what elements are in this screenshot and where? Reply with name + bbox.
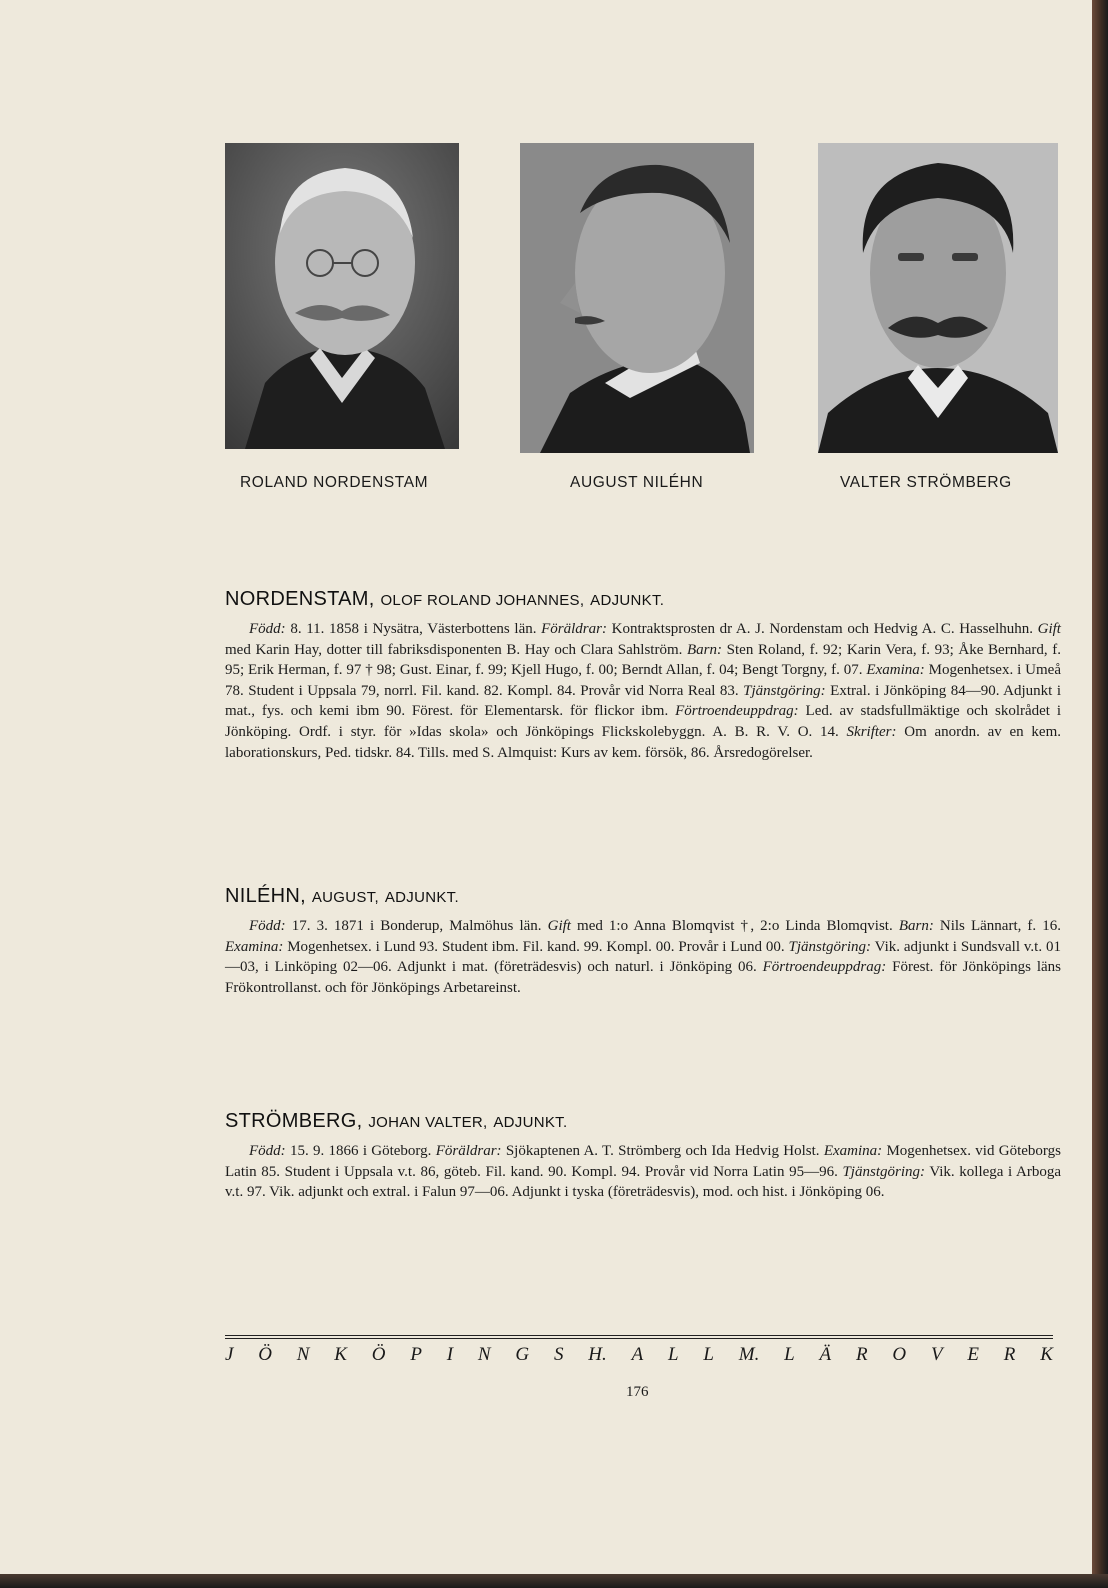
photo-caption: VALTER STRÖMBERG [840, 474, 1012, 491]
entry-field-label: Född: [249, 621, 286, 637]
footer-letter: E [967, 1344, 979, 1365]
footer-rule [225, 1335, 1053, 1339]
photo-caption: ROLAND NORDENSTAM [240, 474, 429, 491]
running-footer-title [225, 1344, 1053, 1366]
footer-letter: S [553, 1344, 564, 1365]
footer-letter: O [892, 1344, 907, 1365]
entry-field-label: Föräldrar: [541, 621, 607, 637]
entry-field-label: Född: [249, 1143, 286, 1159]
entry-surname: NORDENSTAM, [225, 588, 375, 610]
entry-field-label: Examina: [823, 1143, 883, 1159]
entry-field-label: Föräldrar: [435, 1143, 502, 1159]
entry-field-label: Förtroendeuppdrag: [762, 959, 887, 976]
footer-letter: Ö [371, 1344, 386, 1365]
footer-letter: L [703, 1344, 714, 1365]
entry-text: Sten Roland, f. 92; Karin Vera, f. 93; Åke Bernhard, f. 95; Erik Herman, f. 97 † 98; Gust. Einar, f. 99; Kjell Hugo, f. 00; Berndt Allan, f. 04; Bengt Torgny, f. 07. [225, 641, 1061, 679]
entry-field-label: Förtroendeuppdrag: [675, 703, 799, 720]
entry-field-label: Född: [249, 918, 286, 934]
entry-heading [225, 885, 1061, 908]
portrait-photo-nordenstam [225, 143, 459, 449]
entry-body [225, 916, 1061, 998]
portrait-photo-stromberg [818, 143, 1058, 453]
entry-text: Nils Lännart, f. 16. [933, 918, 1062, 934]
entry-given-names: AUGUST, [311, 889, 379, 906]
book-edge [1092, 0, 1108, 1588]
footer-letter: A [631, 1344, 644, 1365]
entry-body [225, 1141, 1061, 1203]
footer-letter: I [446, 1344, 454, 1365]
entry-text: Extral. i Jönköping 84—90. Adjunkt i mat., fys. och kemi ibm 90. Förest. för Elementarsk. för flickor ibm. [225, 682, 1061, 720]
entry-title: ADJUNKT. [384, 889, 459, 906]
entry-field-label: Tjänstgöring: [788, 938, 872, 955]
entry-title: ADJUNKT. [590, 592, 665, 609]
footer-letter: Ä [819, 1344, 832, 1365]
entry-text: Mogenhetsex. i Lund 93. Student ibm. Fil. kand. 99. Kompl. 00. Provår i Lund 00. [283, 938, 789, 955]
entry-text: Vik. kollega i Arboga v.t. 97. Vik. adjunkt och extral. i Falun 97—06. Adjunkt i tyska (företrädesvis), mod. och hist. i Jönköping 06. [225, 1163, 1062, 1201]
footer-letter: V [930, 1344, 943, 1365]
entry-text: Om anordn. av en kem. laborationskurs, Ped. tidskr. 84. Tills. med S. Almquist: Kurs av kem. försök, 86. Årsredogörelser. [225, 723, 1061, 761]
footer-letter: P [410, 1344, 422, 1365]
entry-text: Vik. adjunkt i Sundsvall v.t. 01—03, i Linköping 02—06. Adjunkt i mat. (företrädesvis) och naturl. i Jönköping 06. [225, 938, 1061, 976]
footer-letter: N [296, 1344, 310, 1365]
entry-text: Mogenhetsex. vid Göteborgs Latin 85. Student i Uppsala v.t. 86, göteb. Fil. kand. 90. Kompl. 94. Provår vid Norra Latin 95—96. [225, 1143, 1061, 1180]
photo-caption: AUGUST NILÉHN [570, 474, 704, 491]
biography-entry [225, 885, 1061, 998]
footer-letter: L [784, 1344, 795, 1365]
footer-letter: Ö [258, 1344, 272, 1365]
entry-title: ADJUNKT. [493, 1114, 568, 1131]
entry-surname: STRÖMBERG, [225, 1110, 363, 1132]
entry-text: Mogenhetsex. i Umeå 78. Student i Uppsala 79, norrl. Fil. kand. 82. Kompl. 84. Provår vid Norra Real 83. [225, 662, 1061, 699]
entry-field-label: Examina: [866, 662, 925, 679]
entry-field-label: Tjänstgöring: [842, 1163, 925, 1180]
entry-text: Kontraktsprosten dr A. J. Nordenstam och Hedvig A. C. Hasselhuhn. [606, 621, 1038, 637]
entry-field-label: Tjänstgöring: [743, 682, 826, 699]
footer-letter: K [1040, 1344, 1053, 1365]
page-number: 176 [626, 1384, 649, 1400]
biography-entry [225, 1110, 1061, 1203]
entry-text: med 1:o Anna Blomqvist †, 2:o Linda Blomqvist. [570, 918, 899, 934]
entry-field-label: Barn: [687, 641, 723, 658]
entry-text: Förest. för Jönköpings läns Frökontrollanst. och för Jönköpings Arbetareinst. [225, 959, 1061, 996]
entry-field-label: Examina: [225, 938, 284, 955]
footer-letter: R [1003, 1344, 1016, 1365]
entry-surname: NILÉHN, [225, 885, 307, 907]
footer-letter: M. [738, 1344, 760, 1365]
footer-letter: J [225, 1344, 234, 1365]
entry-field-label: Skrifter: [846, 723, 897, 740]
entry-given-names: JOHAN VALTER, [368, 1114, 488, 1131]
footer-letter: H. [588, 1344, 607, 1365]
entry-text: 15. 9. 1866 i Göteborg. [285, 1143, 436, 1159]
footer-letter: K [334, 1344, 347, 1365]
portrait-photo-nilehn [520, 143, 754, 453]
entry-heading [225, 588, 1061, 611]
book-bottom-edge [0, 1574, 1108, 1588]
entry-given-names: OLOF ROLAND JOHANNES, [380, 592, 585, 609]
entry-text: Sjökaptenen A. T. Strömberg och Ida Hedvig Holst. [501, 1143, 824, 1159]
entry-text: med Karin Hay, dotter till fabriksdisponenten B. Hay och Clara Sahlström. [225, 641, 688, 658]
footer-letter: L [667, 1344, 679, 1365]
entry-body [225, 619, 1061, 763]
biography-entry [225, 588, 1061, 763]
entry-text: Led. av stadsfullmäktige och skolrådet i Jönköping. Ordf. i styr. för »Idas skola» och Jönköpings Flickskolebyggn. A. B. R. V. O. 14. [225, 703, 1061, 740]
entry-field-label: Gift [1037, 621, 1061, 637]
footer-letter: R [855, 1344, 868, 1365]
entry-field-label: Barn: [898, 918, 934, 934]
entry-heading [225, 1110, 1061, 1133]
entry-field-label: Gift [547, 918, 571, 934]
footer-letter: N [477, 1344, 491, 1365]
footer-letter: G [515, 1344, 530, 1365]
entry-text: 8. 11. 1858 i Nysätra, Västerbottens län. [285, 621, 542, 637]
entry-text: 17. 3. 1871 i Bonderup, Malmöhus län. [285, 918, 548, 934]
